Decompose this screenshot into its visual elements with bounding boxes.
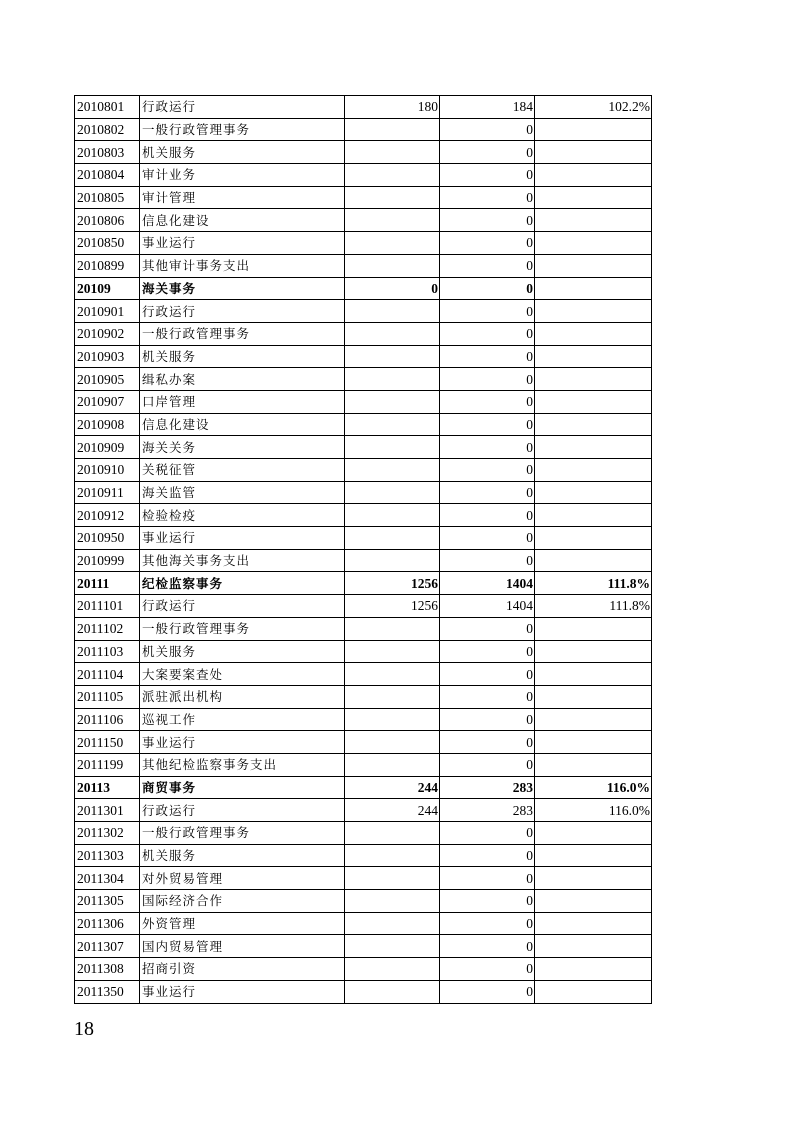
- item-name-cell: 其他审计事务支出: [140, 254, 345, 277]
- item-code-cell: 2010907: [75, 390, 140, 413]
- value-b-cell: 0: [440, 141, 535, 164]
- table-row: [75, 209, 652, 232]
- value-b-cell: 0: [440, 436, 535, 459]
- ratio-cell: [535, 504, 652, 527]
- item-code-cell: 2011103: [75, 640, 140, 663]
- value-b-cell: 0: [440, 481, 535, 504]
- table-row: [75, 958, 652, 981]
- item-code-cell: 2010899: [75, 254, 140, 277]
- item-name-cell: 其他海关事务支出: [140, 549, 345, 572]
- table-row: [75, 822, 652, 845]
- table-row: [75, 322, 652, 345]
- value-b-cell: 283: [440, 799, 535, 822]
- table-row: [75, 663, 652, 686]
- item-code-cell: 2011302: [75, 822, 140, 845]
- ratio-cell: [535, 844, 652, 867]
- value-b-cell: 0: [440, 232, 535, 255]
- item-code-cell: 2010950: [75, 527, 140, 550]
- value-b-cell: 283: [440, 776, 535, 799]
- value-b-cell: 0: [440, 663, 535, 686]
- value-a-cell: [345, 345, 440, 368]
- ratio-cell: 111.8%: [535, 595, 652, 618]
- table-row: [75, 640, 652, 663]
- item-code-cell: 2010805: [75, 186, 140, 209]
- ratio-cell: [535, 912, 652, 935]
- item-name-cell: 机关服务: [140, 844, 345, 867]
- item-name-cell: 口岸管理: [140, 390, 345, 413]
- table-row: [75, 345, 652, 368]
- value-b-cell: 1404: [440, 572, 535, 595]
- item-code-cell: 2011150: [75, 731, 140, 754]
- ratio-cell: [535, 322, 652, 345]
- value-a-cell: [345, 390, 440, 413]
- item-name-cell: 事业运行: [140, 731, 345, 754]
- value-b-cell: 0: [440, 413, 535, 436]
- ratio-cell: [535, 345, 652, 368]
- item-code-cell: 2011304: [75, 867, 140, 890]
- table-row: [75, 164, 652, 187]
- ratio-cell: [535, 481, 652, 504]
- ratio-cell: [535, 731, 652, 754]
- ratio-cell: [535, 890, 652, 913]
- page-number: 18: [74, 1018, 94, 1040]
- value-a-cell: [345, 436, 440, 459]
- value-b-cell: 0: [440, 935, 535, 958]
- item-code-cell: 2010999: [75, 549, 140, 572]
- ratio-cell: 102.2%: [535, 96, 652, 119]
- value-a-cell: [345, 254, 440, 277]
- value-a-cell: [345, 141, 440, 164]
- table-row: [75, 595, 652, 618]
- value-b-cell: 0: [440, 708, 535, 731]
- value-b-cell: 0: [440, 322, 535, 345]
- value-a-cell: [345, 413, 440, 436]
- table-row: [75, 300, 652, 323]
- value-a-cell: [345, 504, 440, 527]
- value-b-cell: 0: [440, 549, 535, 572]
- value-a-cell: [345, 822, 440, 845]
- ratio-cell: [535, 753, 652, 776]
- table-row: [75, 980, 652, 1003]
- value-a-cell: 244: [345, 799, 440, 822]
- ratio-cell: [535, 277, 652, 300]
- item-name-cell: 事业运行: [140, 232, 345, 255]
- item-code-cell: 2010909: [75, 436, 140, 459]
- item-name-cell: 审计管理: [140, 186, 345, 209]
- item-name-cell: 一般行政管理事务: [140, 822, 345, 845]
- value-b-cell: 0: [440, 844, 535, 867]
- item-code-cell: 20109: [75, 277, 140, 300]
- item-name-cell: 国内贸易管理: [140, 935, 345, 958]
- value-b-cell: 0: [440, 118, 535, 141]
- value-b-cell: 0: [440, 912, 535, 935]
- item-name-cell: 事业运行: [140, 980, 345, 1003]
- ratio-cell: [535, 232, 652, 255]
- item-code-cell: 2011105: [75, 685, 140, 708]
- item-name-cell: 海关事务: [140, 277, 345, 300]
- value-a-cell: [345, 232, 440, 255]
- value-a-cell: [345, 549, 440, 572]
- value-a-cell: [345, 980, 440, 1003]
- item-name-cell: 机关服务: [140, 345, 345, 368]
- ratio-cell: 111.8%: [535, 572, 652, 595]
- value-b-cell: 0: [440, 890, 535, 913]
- value-b-cell: 0: [440, 209, 535, 232]
- item-code-cell: 2010850: [75, 232, 140, 255]
- item-code-cell: 2010902: [75, 322, 140, 345]
- value-a-cell: 244: [345, 776, 440, 799]
- table-row: [75, 731, 652, 754]
- ratio-cell: [535, 685, 652, 708]
- item-code-cell: 20113: [75, 776, 140, 799]
- item-name-cell: 信息化建设: [140, 209, 345, 232]
- table-row: [75, 368, 652, 391]
- value-b-cell: 0: [440, 867, 535, 890]
- ratio-cell: 116.0%: [535, 799, 652, 822]
- value-a-cell: 1256: [345, 595, 440, 618]
- value-b-cell: 0: [440, 504, 535, 527]
- table-row: [75, 799, 652, 822]
- item-name-cell: 机关服务: [140, 640, 345, 663]
- table-row: [75, 844, 652, 867]
- item-name-cell: 对外贸易管理: [140, 867, 345, 890]
- value-a-cell: 180: [345, 96, 440, 119]
- item-name-cell: 巡视工作: [140, 708, 345, 731]
- value-b-cell: 184: [440, 96, 535, 119]
- ratio-cell: [535, 390, 652, 413]
- value-a-cell: [345, 118, 440, 141]
- value-b-cell: 0: [440, 958, 535, 981]
- value-a-cell: [345, 322, 440, 345]
- table-row: [75, 890, 652, 913]
- table-row: [75, 186, 652, 209]
- table-row: [75, 141, 652, 164]
- value-a-cell: [345, 753, 440, 776]
- table-row: [75, 549, 652, 572]
- item-name-cell: 行政运行: [140, 300, 345, 323]
- item-code-cell: 2010804: [75, 164, 140, 187]
- item-code-cell: 2011305: [75, 890, 140, 913]
- item-code-cell: 2010911: [75, 481, 140, 504]
- item-name-cell: 一般行政管理事务: [140, 617, 345, 640]
- category-row: [75, 776, 652, 799]
- value-a-cell: [345, 958, 440, 981]
- item-code-cell: 2011308: [75, 958, 140, 981]
- table-row: [75, 481, 652, 504]
- item-code-cell: 2010801: [75, 96, 140, 119]
- ratio-cell: [535, 549, 652, 572]
- ratio-cell: [535, 527, 652, 550]
- ratio-cell: [535, 640, 652, 663]
- value-b-cell: 0: [440, 617, 535, 640]
- item-name-cell: 一般行政管理事务: [140, 322, 345, 345]
- item-code-cell: 2010806: [75, 209, 140, 232]
- value-a-cell: [345, 640, 440, 663]
- item-code-cell: 2011350: [75, 980, 140, 1003]
- value-a-cell: [345, 663, 440, 686]
- ratio-cell: [535, 186, 652, 209]
- value-b-cell: 0: [440, 368, 535, 391]
- item-name-cell: 海关关务: [140, 436, 345, 459]
- item-code-cell: 2010803: [75, 141, 140, 164]
- value-b-cell: 0: [440, 390, 535, 413]
- item-code-cell: 2010901: [75, 300, 140, 323]
- item-code-cell: 2010903: [75, 345, 140, 368]
- value-b-cell: 0: [440, 640, 535, 663]
- category-row: [75, 277, 652, 300]
- table-row: [75, 96, 652, 119]
- budget-table: [74, 95, 652, 1004]
- table-row: [75, 685, 652, 708]
- item-name-cell: 检验检疫: [140, 504, 345, 527]
- item-name-cell: 行政运行: [140, 595, 345, 618]
- item-code-cell: 2011303: [75, 844, 140, 867]
- value-a-cell: [345, 844, 440, 867]
- value-b-cell: 0: [440, 300, 535, 323]
- value-a-cell: 0: [345, 277, 440, 300]
- item-name-cell: 商贸事务: [140, 776, 345, 799]
- table-row: [75, 413, 652, 436]
- value-b-cell: 0: [440, 277, 535, 300]
- item-code-cell: 2010802: [75, 118, 140, 141]
- item-name-cell: 缉私办案: [140, 368, 345, 391]
- ratio-cell: [535, 822, 652, 845]
- table-row: [75, 867, 652, 890]
- item-code-cell: 2011101: [75, 595, 140, 618]
- item-name-cell: 一般行政管理事务: [140, 118, 345, 141]
- value-a-cell: [345, 459, 440, 482]
- table-row: [75, 527, 652, 550]
- category-row: [75, 572, 652, 595]
- ratio-cell: [535, 663, 652, 686]
- item-name-cell: 派驻派出机构: [140, 685, 345, 708]
- value-a-cell: [345, 890, 440, 913]
- item-name-cell: 事业运行: [140, 527, 345, 550]
- item-code-cell: 2010912: [75, 504, 140, 527]
- table-row: [75, 254, 652, 277]
- item-name-cell: 外资管理: [140, 912, 345, 935]
- table-row: [75, 753, 652, 776]
- value-b-cell: 0: [440, 527, 535, 550]
- item-code-cell: 2011301: [75, 799, 140, 822]
- item-name-cell: 国际经济合作: [140, 890, 345, 913]
- item-code-cell: 2011104: [75, 663, 140, 686]
- value-a-cell: [345, 186, 440, 209]
- table-row: [75, 390, 652, 413]
- ratio-cell: [535, 867, 652, 890]
- ratio-cell: [535, 436, 652, 459]
- item-name-cell: 纪检监察事务: [140, 572, 345, 595]
- value-a-cell: [345, 912, 440, 935]
- item-name-cell: 机关服务: [140, 141, 345, 164]
- value-b-cell: 0: [440, 685, 535, 708]
- value-a-cell: [345, 368, 440, 391]
- table-row: [75, 504, 652, 527]
- ratio-cell: [535, 209, 652, 232]
- item-name-cell: 审计业务: [140, 164, 345, 187]
- value-b-cell: 0: [440, 186, 535, 209]
- item-name-cell: 招商引资: [140, 958, 345, 981]
- ratio-cell: [535, 300, 652, 323]
- table-row: [75, 459, 652, 482]
- item-code-cell: 2011102: [75, 617, 140, 640]
- item-code-cell: 2010905: [75, 368, 140, 391]
- item-code-cell: 2011199: [75, 753, 140, 776]
- item-name-cell: 行政运行: [140, 96, 345, 119]
- ratio-cell: [535, 935, 652, 958]
- value-b-cell: 0: [440, 164, 535, 187]
- ratio-cell: 116.0%: [535, 776, 652, 799]
- value-a-cell: [345, 209, 440, 232]
- value-a-cell: [345, 708, 440, 731]
- value-a-cell: [345, 300, 440, 323]
- item-name-cell: 行政运行: [140, 799, 345, 822]
- value-a-cell: [345, 685, 440, 708]
- ratio-cell: [535, 118, 652, 141]
- table-row: [75, 232, 652, 255]
- item-code-cell: 2010908: [75, 413, 140, 436]
- value-a-cell: [345, 481, 440, 504]
- value-a-cell: [345, 164, 440, 187]
- table-row: [75, 708, 652, 731]
- value-b-cell: 0: [440, 753, 535, 776]
- ratio-cell: [535, 368, 652, 391]
- ratio-cell: [535, 413, 652, 436]
- table-row: [75, 617, 652, 640]
- table-row: [75, 118, 652, 141]
- item-code-cell: 2011306: [75, 912, 140, 935]
- value-a-cell: [345, 527, 440, 550]
- value-b-cell: 0: [440, 822, 535, 845]
- ratio-cell: [535, 617, 652, 640]
- value-b-cell: 0: [440, 731, 535, 754]
- item-code-cell: 20111: [75, 572, 140, 595]
- item-name-cell: 海关监管: [140, 481, 345, 504]
- item-name-cell: 信息化建设: [140, 413, 345, 436]
- value-a-cell: 1256: [345, 572, 440, 595]
- item-name-cell: 关税征管: [140, 459, 345, 482]
- value-a-cell: [345, 867, 440, 890]
- item-code-cell: 2011307: [75, 935, 140, 958]
- ratio-cell: [535, 958, 652, 981]
- ratio-cell: [535, 459, 652, 482]
- value-b-cell: 0: [440, 459, 535, 482]
- item-name-cell: 其他纪检监察事务支出: [140, 753, 345, 776]
- ratio-cell: [535, 141, 652, 164]
- value-a-cell: [345, 935, 440, 958]
- value-a-cell: [345, 617, 440, 640]
- table-body: [75, 96, 652, 1004]
- ratio-cell: [535, 980, 652, 1003]
- value-b-cell: 0: [440, 345, 535, 368]
- table-row: [75, 935, 652, 958]
- table-row: [75, 436, 652, 459]
- ratio-cell: [535, 708, 652, 731]
- value-b-cell: 0: [440, 980, 535, 1003]
- table-row: [75, 912, 652, 935]
- item-code-cell: 2011106: [75, 708, 140, 731]
- value-b-cell: 1404: [440, 595, 535, 618]
- value-b-cell: 0: [440, 254, 535, 277]
- item-code-cell: 2010910: [75, 459, 140, 482]
- item-name-cell: 大案要案查处: [140, 663, 345, 686]
- value-a-cell: [345, 731, 440, 754]
- ratio-cell: [535, 254, 652, 277]
- ratio-cell: [535, 164, 652, 187]
